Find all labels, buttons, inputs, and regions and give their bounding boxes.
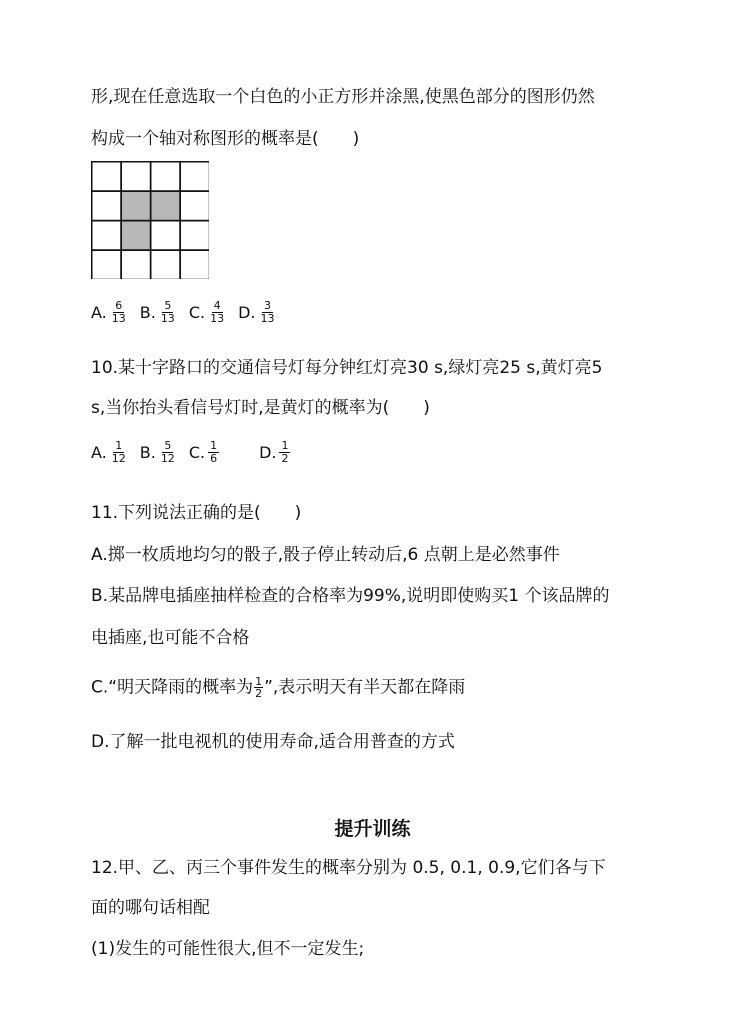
q10-stem-line1: 10.某十字路口的交通信号灯每分钟红灯亮30 s,绿灯亮25 s,黄灯亮5 <box>91 358 603 378</box>
q10-option-b: B. $\frac{5}{12}$ <box>139 439 175 465</box>
q9-option-b: B. $\frac{5}{13}$ <box>139 299 175 325</box>
q9-stem-line2: 构成一个轴对称图形的概率是( ) <box>91 129 360 149</box>
grid-cell <box>180 162 209 191</box>
q9-grid-figure <box>91 161 209 279</box>
q11-stem: 11.下列说法正确的是( ) <box>91 503 302 523</box>
q12-item-1: (1)发生的可能性很大,但不一定发生; <box>91 939 365 959</box>
grid-cell <box>151 221 180 250</box>
q9-option-d: D. $\frac{3}{13}$ <box>238 299 275 325</box>
q11-option-b-line2: 电插座,也可能不合格 <box>91 628 250 648</box>
q11-option-c: C.“明天降雨的概率为 $\frac{1}{2}$ ”,表示明天有半天都在降雨 <box>91 675 466 700</box>
q9-options <box>91 300 288 325</box>
q9-option-c: C. $\frac{4}{13}$ <box>188 299 225 325</box>
grid-cell <box>92 221 121 250</box>
grid-cell <box>121 162 150 191</box>
grid-cell-shaded <box>121 191 150 220</box>
q9-stem-line1: 形,现在任意选取一个白色的小正方形并涂黑,使黑色部分的图形仍然 <box>91 87 595 107</box>
grid-cell <box>92 250 121 279</box>
grid-cell-shaded <box>121 221 150 250</box>
grid-cell-shaded <box>151 191 180 220</box>
q11-option-a: A.掷一枚质地均匀的骰子,骰子停止转动后,6 点朝上是必然事件 <box>91 545 560 565</box>
grid-cell <box>121 250 150 279</box>
q9-option-a: A. $\frac{6}{13}$ <box>91 299 126 325</box>
q10-option-c: C. $\frac{1}{6}$ <box>188 439 218 465</box>
q10-option-d: D. $\frac{1}{2}$ <box>259 439 289 465</box>
q11-option-d: D.了解一批电视机的使用寿命,适合用普查的方式 <box>91 732 455 752</box>
grid-cell <box>180 221 209 250</box>
q10-stem-line2: s,当你抬头看信号灯时,是黄灯的概率为( ) <box>91 398 430 418</box>
q10-options <box>91 440 302 465</box>
section-heading: 提升训练 <box>334 818 411 840</box>
grid-cell <box>151 250 180 279</box>
grid-cell <box>180 250 209 279</box>
grid-cell <box>151 162 180 191</box>
q11-option-c-fraction: $\frac{1}{2}$ <box>255 675 263 700</box>
q12-stem-line1: 12.甲、乙、丙三个事件发生的概率分别为 0.5, 0.1, 0.9,它们各与下 <box>91 858 606 878</box>
grid-cell <box>180 191 209 220</box>
q11-option-b-line1: B.某品牌电插座抽样检查的合格率为99%,说明即使购买1 个该品牌的 <box>91 586 610 606</box>
grid-cell <box>92 162 121 191</box>
grid-cell <box>92 191 121 220</box>
q12-stem-line2: 面的哪句话相配 <box>91 898 210 918</box>
q10-option-a: A. $\frac{1}{12}$ <box>91 439 126 465</box>
